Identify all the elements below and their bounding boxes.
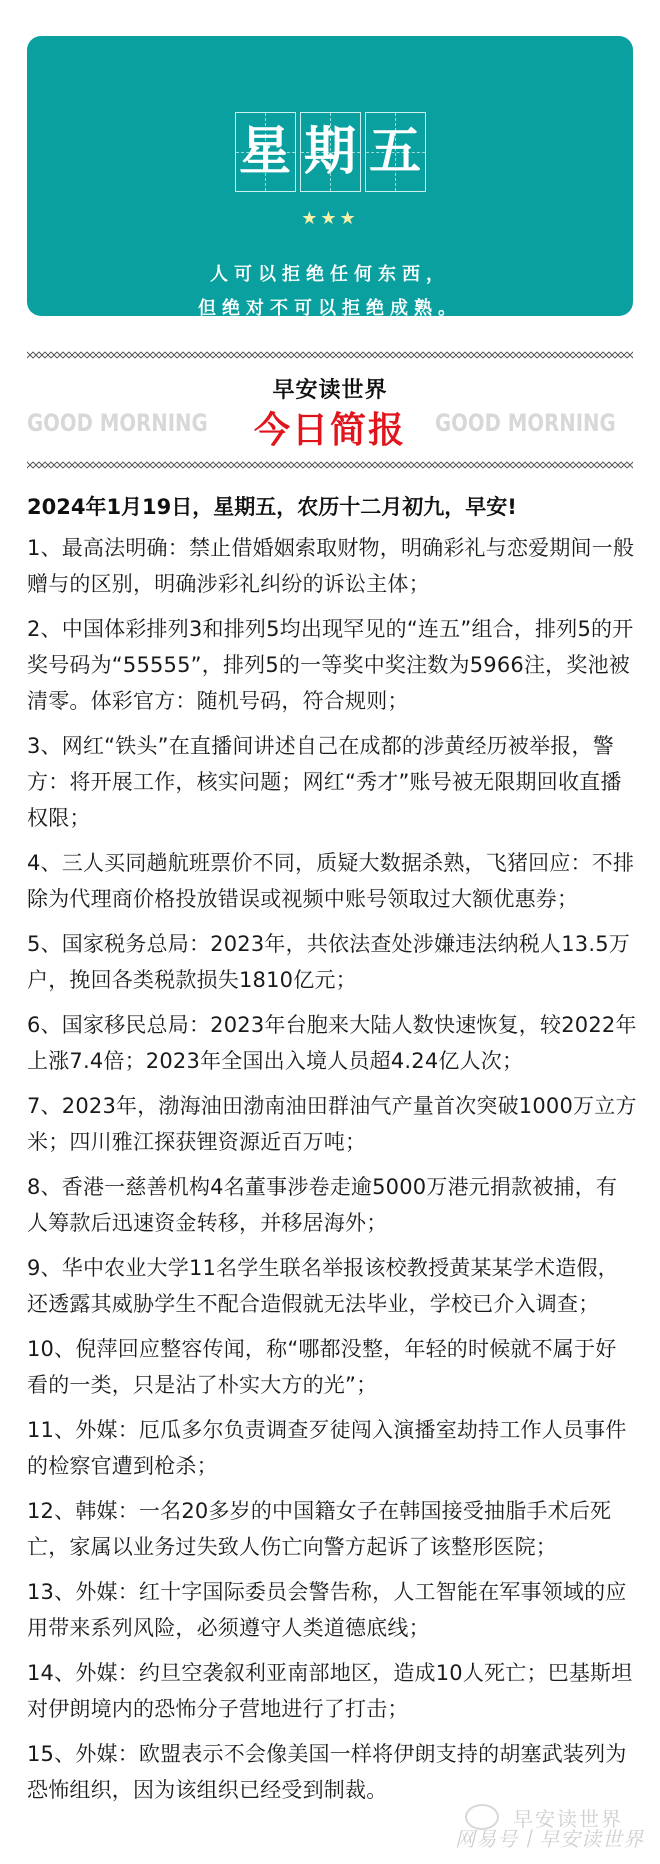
news-item: 1、最高法明确：禁止借婚姻索取财物，明确彩礼与恋爱期间一般赠与的区别，明确涉彩礼纠纷的诉讼主体； <box>27 536 635 596</box>
decor-text-left: GOOD MORNING <box>27 409 208 437</box>
zigzag-divider-top <box>27 350 633 360</box>
news-brief <box>27 490 637 1817</box>
motto-quote <box>27 258 633 326</box>
page-title: 今日简报 <box>253 410 406 451</box>
weekday-title <box>27 112 633 192</box>
news-item: 9、华中农业大学11名学生联名举报该校教授黄某某学术造假，还透露其威胁学生不配合造假就无法毕业，学校已介入调查； <box>27 1256 619 1316</box>
weekday-char: 五 <box>368 121 421 182</box>
news-item: 5、国家税务总局：2023年，共依法查处涉嫌违法纳税人13.5万户，挽回各类税款损失1810亿元； <box>27 932 630 992</box>
day-banner-card <box>27 36 633 319</box>
news-item: 11、外媒：厄瓜多尔负责调查歹徒闯入演播室劫持工作人员事件的检察官遭到枪杀； <box>27 1418 627 1478</box>
zigzag-divider-bottom <box>27 460 633 470</box>
grid-char-cell <box>300 112 361 192</box>
news-item: 10、倪萍回应整容传闻，称“哪都没整，年轻的时候就不属于好看的一类，只是沾了朴实大方的光”； <box>27 1337 617 1397</box>
news-item: 4、三人买同趟航班票价不同，质疑大数据杀熟，飞猪回应：不排除为代理商价格投放错误或视频中账号领取过大额优惠券； <box>27 851 635 911</box>
news-item: 3、网红“铁头”在直播间讲述自己在成都的涉黄经历被举报，警方：将开展工作，核实问题；网红“秀才”账号被无限期回收直播权限； <box>27 734 622 830</box>
news-item: 14、外媒：约旦空袭叙利亚南部地区，造成10人死亡；巴基斯坦对伊朗境内的恐怖分子营地进行了打击； <box>27 1661 633 1721</box>
watermark <box>455 1800 655 1860</box>
news-item: 8、香港一慈善机构4名董事涉卷走逾5000万港元捐款被捕，有人筹款后迅速资金转移，并移居海外； <box>27 1175 618 1235</box>
grid-char-cell <box>235 112 296 192</box>
watermark-account: 早安读世界 <box>513 1807 623 1831</box>
decor-text-right: GOOD MORNING <box>435 409 616 437</box>
grid-char-cell <box>365 112 426 192</box>
weekday-char: 期 <box>303 121 356 182</box>
stars-icon: ★★★ <box>301 208 359 229</box>
motto-line: 人可以拒绝任何东西， <box>210 264 450 285</box>
weekday-char: 星 <box>238 121 291 182</box>
motto-line: 但绝对不可以拒绝成熟。 <box>198 298 462 319</box>
news-item: 6、国家移民总局：2023年台胞来大陆人数快速恢复，较2022年上涨7.4倍；2023年全国出入境人员超4.24亿人次； <box>27 1013 637 1073</box>
news-item: 12、韩媒：一名20多岁的中国籍女子在韩国接受抽脂手术后死亡，家属以业务过失致人伤亡向警方起诉了该整形医院； <box>27 1499 612 1559</box>
news-item: 15、外媒：欧盟表示不会像美国一样将伊朗支持的胡塞武装列为恐怖组织，因为该组织已经受到制裁。 <box>27 1742 627 1802</box>
date-greeting: 2024年1月19日，星期五，农历十二月初九，早安! <box>27 495 517 519</box>
news-item: 13、外媒：红十字国际委员会警告称，人工智能在军事领域的应用带来系列风险，必须遵守人类道德底线； <box>27 1580 627 1640</box>
watermark-source: 网易号丨早安读世界 <box>455 1827 644 1851</box>
news-item: 2、中国体彩排列3和排列5均出现罕见的“连五”组合，排列5的开奖号码为“55555”，排列5的一等奖中奖注数为5966注，奖池被清零。体彩官方：随机号码，符合规则； <box>27 617 634 713</box>
news-item: 7、2023年，渤海油田渤南油田群油气产量首次突破1000万立方米；四川雅江探获锂资源近百万吨； <box>27 1094 637 1154</box>
brand-name: 早安读世界 <box>272 377 388 403</box>
